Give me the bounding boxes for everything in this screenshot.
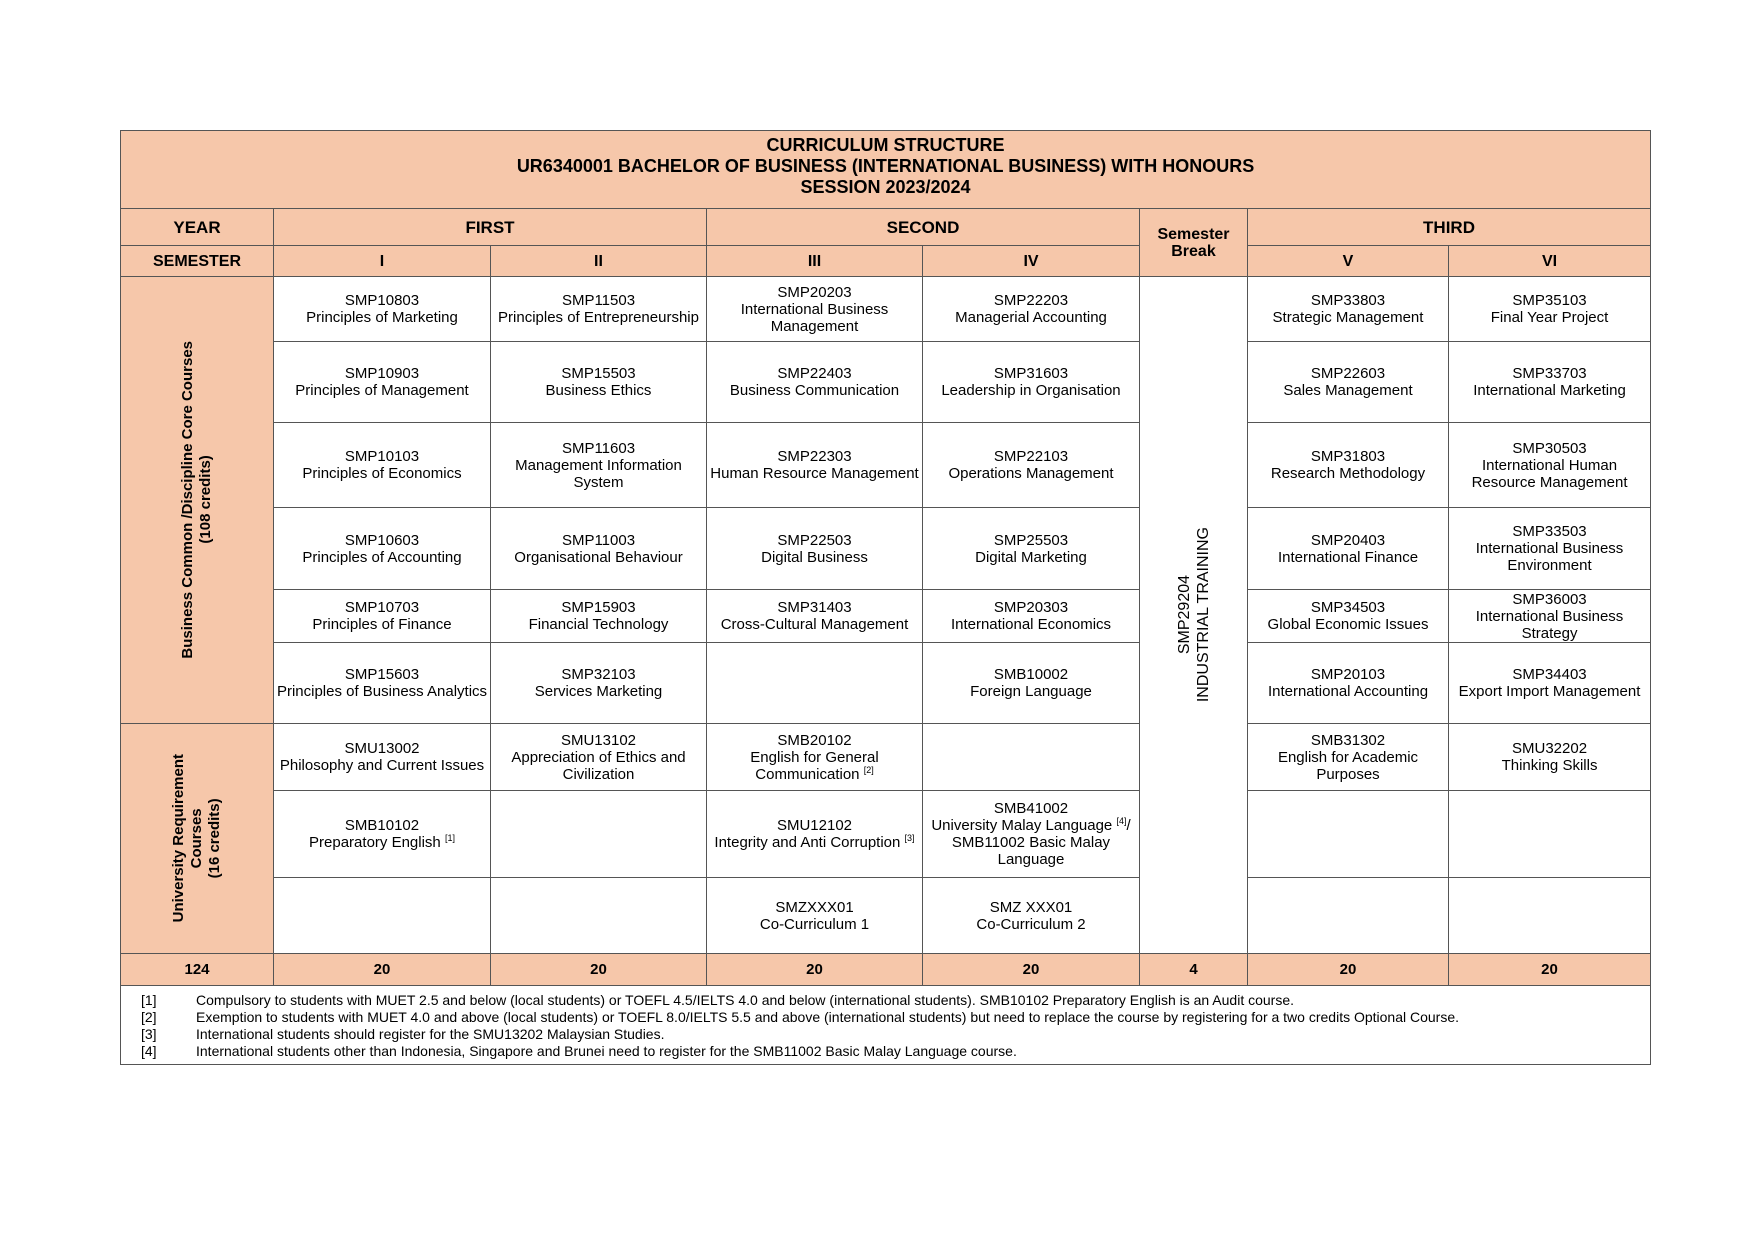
semester-4: IV [923, 246, 1140, 277]
course-name: Organisational Behaviour [514, 548, 683, 566]
course-code: SMP22503 [777, 531, 852, 549]
course-name-line [1250, 465, 1446, 482]
course-code: SMB10102 [344, 817, 420, 834]
course-name: International Human Resource Management [1471, 456, 1628, 491]
course-name: Principles of Accounting [302, 548, 462, 566]
course-name-line [925, 309, 1137, 326]
course-name-line [1250, 309, 1446, 326]
course-cell [707, 590, 923, 643]
core-course-row [121, 590, 1651, 643]
course-cell [274, 724, 491, 791]
course-name-line [493, 309, 704, 326]
footnote-text: Exemption to students with MUET 4.0 and above (local students) or TOEFL 8.0/IELTS 5.5 and above (international students) but need to replace the course by registering for a two credits Optional Course. [196, 1009, 1460, 1025]
course-name-line [276, 465, 488, 482]
course-cell [491, 508, 707, 590]
course-name: Business Ethics [545, 382, 652, 399]
course-name: Digital Business [761, 548, 868, 566]
course-cell [923, 590, 1140, 643]
course-cell [274, 508, 491, 590]
industrial-training-text [1175, 527, 1213, 702]
footnote-text: International students should register for the SMU13202 Malaysian Studies. [196, 1026, 665, 1042]
course-cell [1248, 423, 1449, 508]
course-name: Principles of Finance [312, 616, 452, 633]
course-name: Preparatory English [309, 834, 441, 851]
course-name: Cross-Cultural Management [720, 616, 909, 633]
course-cell [1248, 791, 1449, 878]
course-cell [491, 878, 707, 954]
course-code: SMP36003 [1512, 590, 1587, 608]
course-cell [491, 423, 707, 508]
course-name-line [276, 549, 488, 566]
course-code: SMP33703 [1512, 365, 1587, 382]
course-name-line [493, 457, 704, 491]
core-course-row [121, 643, 1651, 724]
course-code: SMP10103 [344, 448, 420, 465]
footnote [141, 1026, 1650, 1043]
course-cell [923, 342, 1140, 423]
course-name: Co-Curriculum 2 [976, 915, 1086, 933]
course-code: SMP20403 [1310, 531, 1386, 549]
course-code: SMP34403 [1512, 666, 1587, 683]
course-name: Human Resource Management [710, 465, 919, 482]
university-course-row [121, 878, 1651, 954]
course-code: SMP10803 [344, 292, 420, 309]
credits-total-sem5: 20 [1248, 954, 1449, 986]
credits-total-sem1: 20 [274, 954, 491, 986]
credits-total-sem3: 20 [707, 954, 923, 986]
course-code: SMP10703 [344, 599, 420, 616]
course-cell [491, 590, 707, 643]
course-code: SMP32103 [561, 666, 636, 683]
core-group-line-1: Business Common /Discipline Core Courses [179, 341, 196, 659]
industrial-training-cell [1140, 277, 1248, 954]
footnotes-row [121, 986, 1651, 1065]
year-third: THIRD [1248, 209, 1651, 246]
course-name-line [493, 683, 704, 700]
course-name-line [709, 465, 920, 482]
course-code: SMP33503 [1512, 523, 1587, 540]
course-cell [1248, 277, 1449, 342]
course-code: SMU12102 [776, 817, 853, 834]
course-cell [707, 342, 923, 423]
course-code: SMP11603 [561, 439, 636, 457]
course-name-line [925, 465, 1137, 482]
course-code: SMP22303 [777, 448, 852, 465]
footnote-number: [3] [141, 1026, 157, 1042]
course-name: International Business Strategy [1475, 607, 1624, 642]
course-name: Managerial Accounting [955, 309, 1107, 326]
course-code: SMP30503 [1512, 439, 1587, 457]
course-name: Principles of Business Analytics [276, 683, 488, 700]
course-name-line [1250, 549, 1446, 566]
course-name: International Economics [950, 616, 1112, 633]
core-courses-group-label [121, 277, 274, 724]
course-name-line [1451, 683, 1648, 700]
university-group-text [170, 754, 224, 922]
course-code: SMP15903 [561, 599, 636, 616]
course-cell [923, 724, 1140, 791]
university-group-line-1: University Requirement [170, 754, 187, 923]
course-name-line [709, 616, 920, 633]
footnote-ref: [2] [863, 764, 874, 775]
course-cell [1449, 590, 1651, 643]
course-code: SMZXXX01 [775, 898, 854, 916]
course-cell [1449, 878, 1651, 954]
core-group-line-2: (108 credits) [197, 455, 214, 545]
course-name: Business Communication [729, 382, 900, 399]
semester-1: I [274, 246, 491, 277]
course-name: Thinking Skills [1501, 757, 1598, 774]
course-code: SMP25503 [993, 531, 1069, 549]
course-cell [1248, 508, 1449, 590]
course-name: Philosophy and Current Issues [279, 757, 485, 774]
course-name-line [493, 549, 704, 566]
university-courses-group-label [121, 724, 274, 954]
course-cell [274, 342, 491, 423]
industrial-training-code: SMP29204 [1175, 575, 1193, 655]
course-name: Leadership in Organisation [941, 382, 1121, 399]
semester-2: II [491, 246, 707, 277]
course-name-line [276, 757, 488, 774]
course-name-line [1451, 757, 1648, 774]
course-code: SMB41002 [993, 800, 1069, 817]
course-code: SMP20103 [1310, 666, 1386, 683]
course-cell [274, 791, 491, 878]
course-name: Financial Technology [528, 616, 669, 633]
course-name-line [276, 382, 488, 399]
course-name: Global Economic Issues [1267, 616, 1429, 633]
course-cell [923, 277, 1140, 342]
course-code: SMB31302 [1310, 731, 1386, 749]
course-name: Foreign Language [970, 683, 1092, 700]
university-group-line-2: Courses [188, 808, 205, 869]
title-line-3: SESSION 2023/2024 [800, 177, 971, 197]
course-cell [707, 724, 923, 791]
course-code: SMP31803 [1310, 448, 1386, 465]
course-name: Management Information System [515, 456, 682, 491]
course-code: SMP22403 [777, 365, 852, 382]
credits-total-sem6: 20 [1449, 954, 1651, 986]
credits-total-sem2: 20 [491, 954, 707, 986]
course-name-line [709, 301, 920, 335]
credits-total-break: 4 [1140, 954, 1248, 986]
course-cell [923, 423, 1140, 508]
course-name-line [276, 834, 488, 851]
course-cell [491, 277, 707, 342]
course-name-line [709, 834, 920, 851]
course-cell [707, 277, 923, 342]
course-name-line [493, 382, 704, 399]
course-cell [1449, 508, 1651, 590]
course-name-line [493, 616, 704, 633]
title-line-2: UR6340001 BACHELOR OF BUSINESS (INTERNATIONAL BUSINESS) WITH HONOURS [516, 156, 1255, 176]
course-cell [1449, 342, 1651, 423]
university-group-line-3: (16 credits) [206, 798, 223, 879]
course-name-line [709, 916, 920, 933]
course-cell [1449, 791, 1651, 878]
footnote-ref: [1] [444, 833, 455, 843]
course-name-line [925, 549, 1137, 566]
course-code: SMP10903 [344, 365, 420, 382]
course-name-line [1451, 540, 1648, 574]
course-code: SMP20303 [993, 599, 1069, 616]
course-name: Final Year Project [1490, 309, 1609, 326]
course-cell [707, 423, 923, 508]
semester-break-header [1140, 209, 1248, 277]
course-name-line [709, 549, 920, 566]
course-code: SMP34503 [1310, 599, 1386, 616]
course-name: Operations Management [948, 465, 1114, 482]
course-cell [1449, 643, 1651, 724]
course-cell [1449, 724, 1651, 791]
course-code: SMU32202 [1512, 740, 1588, 757]
course-name: University Malay Language [931, 817, 1113, 834]
course-name: Principles of Management [295, 382, 469, 399]
course-code: SMU13102 [560, 731, 637, 749]
course-code: SMB20102 [777, 731, 852, 749]
core-group-text [179, 341, 215, 659]
course-code: SMP15603 [344, 666, 420, 683]
course-name: Research Methodology [1270, 465, 1426, 482]
course-cell [491, 791, 707, 878]
course-code: SMB10002 [993, 666, 1069, 683]
course-name: International Business Management [740, 300, 889, 335]
course-code: SMP10603 [344, 531, 420, 549]
core-course-row [121, 423, 1651, 508]
course-cell [707, 508, 923, 590]
footnote-ref: [3] [904, 833, 915, 843]
course-name-line [1250, 683, 1446, 700]
course-cell [491, 643, 707, 724]
core-course-row [121, 342, 1651, 423]
footnote [141, 992, 1650, 1009]
course-code: SMZ XXX01 [989, 898, 1073, 916]
course-code: SMU13002 [344, 740, 420, 757]
footnote-number: [4] [141, 1043, 157, 1059]
course-name: Appreciation of Ethics and Civilization [511, 748, 686, 783]
course-cell [707, 643, 923, 724]
course-name: International Business Environment [1475, 540, 1624, 574]
course-cell [1449, 277, 1651, 342]
course-name-line [493, 749, 704, 783]
course-cell [1248, 724, 1449, 791]
course-code: SMP20203 [777, 283, 852, 301]
curriculum-table [120, 130, 1651, 1065]
course-code: SMP22103 [993, 448, 1069, 465]
course-name: Strategic Management [1272, 309, 1424, 326]
course-name-line [925, 817, 1137, 868]
course-cell [923, 878, 1140, 954]
course-name: English for General Communication [750, 748, 879, 783]
course-name-line [1250, 749, 1446, 783]
industrial-training-name: INDUSTRIAL TRAINING [1194, 527, 1212, 703]
credits-total-row [121, 954, 1651, 986]
course-name-line [1451, 608, 1648, 642]
semester-break-line-2: Break [1171, 242, 1216, 260]
course-name-line [709, 382, 920, 399]
year-second: SECOND [707, 209, 1140, 246]
course-name-line [276, 683, 488, 700]
course-name-line [925, 616, 1137, 633]
course-cell [923, 791, 1140, 878]
footnote [141, 1009, 1650, 1026]
course-cell [1248, 643, 1449, 724]
course-cell [491, 342, 707, 423]
course-code: SMP22603 [1310, 365, 1386, 382]
course-cell [274, 277, 491, 342]
course-name-tail: / SMB11002 Basic Malay Language [951, 817, 1131, 868]
semester-5: V [1248, 246, 1449, 277]
course-code: SMP31403 [777, 599, 852, 616]
course-name-line [925, 382, 1137, 399]
course-name: Principles of Marketing [306, 309, 458, 326]
course-cell [274, 878, 491, 954]
university-course-row [121, 724, 1651, 791]
semester-3: III [707, 246, 923, 277]
course-cell [707, 878, 923, 954]
course-name-line [1250, 382, 1446, 399]
course-name-line [276, 616, 488, 633]
course-name-line [276, 309, 488, 326]
course-name: Principles of Entrepreneurship [498, 309, 699, 326]
footnotes [121, 986, 1651, 1065]
course-name: Export Import Management [1458, 683, 1641, 700]
course-cell [274, 643, 491, 724]
course-name: Digital Marketing [975, 548, 1087, 566]
course-name: Co-Curriculum 1 [759, 915, 870, 933]
course-name: English for Academic Purposes [1277, 748, 1419, 783]
year-label: YEAR [121, 209, 274, 246]
course-name-line [925, 683, 1137, 700]
title-line-1: CURRICULUM STRUCTURE [766, 135, 1005, 155]
course-cell [1248, 878, 1449, 954]
course-name: International Finance [1277, 548, 1419, 566]
course-code: SMP33803 [1310, 292, 1386, 309]
core-course-row [121, 508, 1651, 590]
course-cell [274, 423, 491, 508]
university-course-row [121, 791, 1651, 878]
course-name-line [1451, 457, 1648, 491]
year-first: FIRST [274, 209, 707, 246]
course-name: Integrity and Anti Corruption [714, 834, 901, 851]
credits-total-overall: 124 [121, 954, 274, 986]
course-cell [923, 508, 1140, 590]
footnote [141, 1043, 1650, 1060]
course-code: SMP31603 [993, 365, 1069, 382]
course-name: Sales Management [1283, 382, 1413, 399]
semester-label: SEMESTER [121, 246, 274, 277]
course-cell [1248, 342, 1449, 423]
course-name: Services Marketing [534, 683, 663, 700]
course-cell [1449, 423, 1651, 508]
footnote-text: International students other than Indonesia, Singapore and Brunei need to register for the SMB11002 Basic Malay Language course. [196, 1043, 1017, 1059]
course-cell [274, 590, 491, 643]
semester-6: VI [1449, 246, 1651, 277]
course-code: SMP35103 [1512, 292, 1587, 309]
course-name: International Accounting [1267, 683, 1429, 700]
footnote-number: [1] [141, 992, 157, 1008]
semester-break-line-1: Semester [1157, 225, 1230, 243]
course-cell [923, 643, 1140, 724]
course-cell [707, 791, 923, 878]
course-name: Principles of Economics [302, 465, 462, 482]
course-code: SMP22203 [993, 292, 1069, 309]
footnote-text: Compulsory to students with MUET 2.5 and below (local students) or TOEFL 4.5/IELTS 4.0 and below (international students). SMB10102 Preparatory English is an Audit course. [196, 992, 1295, 1008]
course-cell [491, 724, 707, 791]
course-name-line [1250, 616, 1446, 633]
footnote-number: [2] [141, 1009, 157, 1025]
course-name-line [709, 749, 920, 783]
course-code: SMP11503 [561, 292, 636, 309]
course-name-line [1451, 382, 1648, 399]
footnote-ref: [4] [1116, 816, 1127, 826]
curriculum-title [121, 131, 1651, 209]
credits-total-sem4: 20 [923, 954, 1140, 986]
core-course-row [121, 277, 1651, 342]
course-name: International Marketing [1473, 382, 1626, 399]
course-name-line [1451, 309, 1648, 326]
course-code: SMP11003 [561, 531, 636, 549]
course-code: SMP15503 [561, 365, 636, 382]
course-name-line [925, 916, 1137, 933]
course-cell [1248, 590, 1449, 643]
